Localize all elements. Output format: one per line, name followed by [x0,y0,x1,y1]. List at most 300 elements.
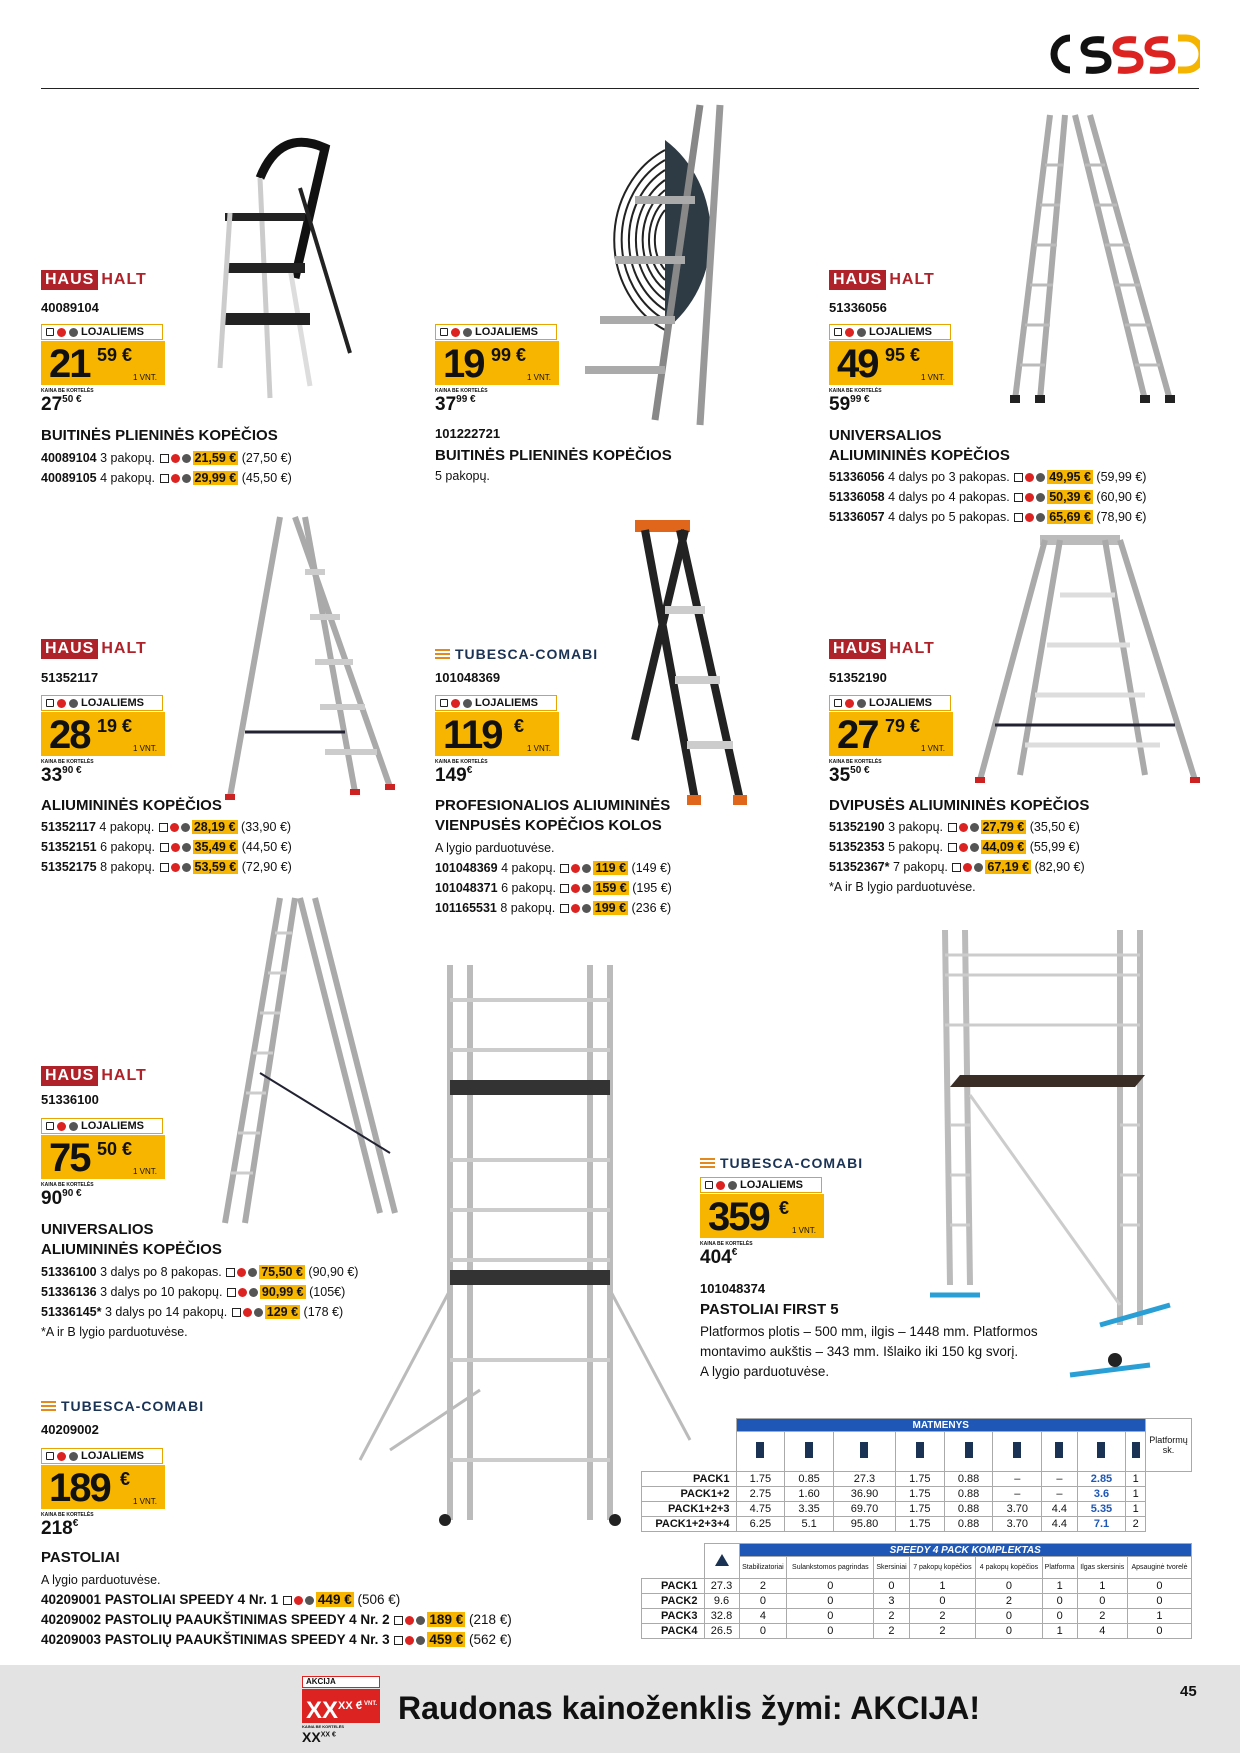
variant-old-price: (60,90 €) [1096,490,1147,504]
variant-price: 49,95 € [1049,470,1091,484]
dimensions-table-title: MATMENYS [736,1419,1146,1432]
brand-box-text: HAUS [41,270,98,290]
p-icon [463,328,472,337]
old-price [435,388,488,416]
variant-desc: 3 dalys po 8 pakopas. [100,1265,222,1279]
pack-column-header: Ilgas skersinis [1077,1557,1127,1579]
tubesca-stripes-icon [435,649,450,660]
loyalty-strip [435,695,557,711]
loyalty-strip [829,695,951,711]
variant-old-price: (195 €) [632,881,672,895]
no-icon [845,328,854,337]
table-row [642,1594,1192,1609]
price-box [41,341,165,385]
haushalt-brand-logo [41,639,147,659]
table-cell: – [993,1472,1042,1487]
product-sku: 51336100 [41,1092,99,1107]
pack-weight: 9.6 [704,1594,739,1609]
product-sku: 51336056 [829,300,887,315]
table-cell: 7.1 [1077,1517,1126,1532]
table-cell: 27.3 [833,1472,895,1487]
variant-old-price: (78,90 €) [1096,510,1147,524]
variant-code: 51352367* [829,860,890,874]
variant-desc: 4 pakopų. [501,861,556,875]
card-icon [952,863,961,872]
price-box [700,1194,824,1238]
product-note: A lygio parduotuvėse. [435,841,555,855]
table-row [642,1502,1192,1517]
variant-old-price: (82,90 €) [1034,860,1085,874]
pack-name: PACK4 [642,1624,705,1639]
card-icon [226,1268,235,1277]
card-icon [394,1616,403,1625]
aluminium-ladder-image [205,512,395,802]
p-icon [582,884,591,893]
table-cell: 1 [1127,1609,1191,1624]
multi-ladder-image [1005,105,1185,405]
variant-line [41,817,291,837]
price-box [41,712,165,756]
price-tag [700,1177,824,1243]
no-icon [571,904,580,913]
price-unit: 1 VNT. [132,744,157,753]
table-cell: 0 [1127,1579,1191,1594]
table-cell: 1 [909,1579,976,1594]
p-icon [182,863,191,872]
pack-weight: 26.5 [704,1624,739,1639]
variant-old-price: (105€) [309,1285,346,1299]
variant-line [41,1282,345,1302]
old-price [829,388,882,416]
tubesca-stripes-icon [700,1158,715,1169]
table-cell: 0.88 [944,1517,993,1532]
variant-price: 21,59 € [194,451,237,465]
variant-code: 51336058 [829,490,885,504]
pack-name: PACK1 [642,1472,737,1487]
card-icon [394,1636,403,1645]
variant-line [829,857,1085,877]
old-price [41,759,94,787]
p-icon [254,1308,263,1317]
table-cell: 1 [1077,1579,1127,1594]
p-icon [463,699,472,708]
variant-code: 51352175 [41,860,97,874]
loyalty-label: LOJALIEMS [869,326,932,338]
card-icon [227,1288,236,1297]
p-icon [970,823,979,832]
product-title: UNIVERSALIOS [41,1221,154,1238]
no-icon [57,699,66,708]
scaffold-dimension-icon [916,1442,924,1458]
no-icon [171,454,180,463]
table-cell: 3.70 [993,1517,1042,1532]
variant-line [41,468,292,488]
loyalty-label: LOJALIEMS [81,697,144,709]
promo-old-label: KAINA BE KORTELĖS [302,1724,345,1729]
variant-code: 51336056 [829,470,885,484]
p-icon [857,328,866,337]
variant-code: 51352353 [829,840,885,854]
no-icon [716,1181,725,1190]
table-cell: 4 [1077,1624,1127,1639]
no-icon [959,823,968,832]
price-tag [41,1118,165,1184]
old-price-label: KAINA BE KORTELĖS [41,759,94,765]
table-cell: 0.88 [944,1472,993,1487]
price-cents: 99 € [491,345,527,365]
p-icon [416,1636,425,1645]
step-ladder-black-image [210,128,360,400]
card-icon [1014,493,1023,502]
price-main: 19 [443,342,484,386]
scaffold-dimension-icon [756,1442,764,1458]
variant-old-price: (55,99 €) [1029,840,1080,854]
table-cell: 1.75 [895,1472,944,1487]
card-icon [705,1181,713,1189]
variant-desc: 3 pakopų. [100,451,156,465]
no-icon [237,1268,246,1277]
scaffold-dimension-icon [805,1442,813,1458]
table-cell: 3.6 [1077,1487,1126,1502]
table-cell: 4.75 [736,1502,785,1517]
variant-price: 199 € [594,901,627,915]
variant-code: 101048369 [435,861,498,875]
price-main: 27 [837,713,878,757]
variant-desc: 6 pakopų. [100,840,156,854]
card-icon [440,328,448,336]
p-icon [69,1122,78,1131]
no-icon [405,1636,414,1645]
brand-box-text: HAUS [41,639,98,659]
product-title: PASTOLIAI FIRST 5 [700,1301,839,1318]
variant-desc: 3 dalys po 10 pakopų. [100,1285,223,1299]
old-price-cents: € [466,765,473,776]
card-icon [160,454,169,463]
variant-price: 75,50 € [261,1265,303,1279]
loyalty-label: LOJALIEMS [475,697,538,709]
table-cell: 4.4 [1042,1502,1077,1517]
haushalt-brand-logo [829,639,935,659]
footnote: *A ir B lygio parduotuvėse. [41,1325,188,1339]
pack-name: PACK1+2 [642,1487,737,1502]
haushalt-brand-logo [829,270,935,290]
dimension-icon-cell [993,1432,1042,1472]
haushalt-brand-logo [41,1066,147,1086]
price-tag [829,324,953,390]
dimension-icon-cell [785,1432,834,1472]
product-sku: 101048369 [435,670,501,685]
table-cell: 0 [739,1594,787,1609]
price-tag [41,695,165,761]
p-icon [582,864,591,873]
table-cell: 3.70 [993,1502,1042,1517]
product-title: VIENPUSĖS KOPĖČIOS KOLOS [435,817,662,834]
loyalty-label: LOJALIEMS [81,1450,144,1462]
loyalty-label: LOJALIEMS [869,697,932,709]
table-cell: 3 [874,1594,909,1609]
brand-text: HALT [101,271,147,288]
price-cents: € [514,716,525,736]
table-cell: 1 [1126,1472,1146,1487]
no-icon [1025,473,1034,482]
price-cents: 50 € [97,1139,133,1159]
sample-promo-tag [302,1676,380,1744]
price-main: 119 [443,713,502,757]
double-sided-ladder-image [975,535,1200,785]
tubesca-brand-logo [700,1155,863,1171]
table-cell: 1.60 [785,1487,834,1502]
variant-line [41,1262,358,1282]
product-note: A lygio parduotuvėse. [41,1573,161,1587]
scaffold-dimension-icon [1097,1442,1105,1458]
p-icon [974,863,983,872]
card-icon [560,864,569,873]
p-icon [857,699,866,708]
brand-text: HALT [101,640,147,657]
no-icon [57,1122,66,1131]
variant-price: 27,79 € [982,820,1025,834]
tubesca-brand-logo [41,1398,204,1414]
table-cell: 1 [1042,1624,1077,1639]
product-sku: 40089104 [41,300,99,315]
price-cents: 59 € [97,345,133,365]
table-cell: 0 [976,1579,1043,1594]
variant-desc: 4 dalys po 3 pakopas. [888,470,1010,484]
promo-price: $XX^{XX €}$ 1 VNT. [302,1689,380,1723]
pack-name: PACK2 [642,1594,705,1609]
table-cell: 0 [1042,1609,1077,1624]
variant-price: 129 € [266,1305,299,1319]
price-tag [435,695,559,761]
price-unit: 1 VNT. [526,373,551,382]
variant-code: 51336100 [41,1265,97,1279]
variant-desc: 4 dalys po 5 pakopas. [888,510,1010,524]
variant-desc: PASTOLIAI SPEEDY 4 Nr. 1 [104,1592,279,1607]
old-price-main: 404 [700,1247,732,1268]
variant-old-price: (33,90 €) [241,820,292,834]
card-icon [160,863,169,872]
pack-column-header: Skersiniai [874,1557,909,1579]
pack-column-header: Platforma [1042,1557,1077,1579]
old-price [41,1182,94,1210]
variant-line [41,448,292,468]
variant-code: 101165531 [435,901,497,915]
dimensions-table [641,1418,1192,1532]
variant-code: 40209001 [41,1592,102,1607]
table-cell: 2 [909,1609,976,1624]
old-price-main: 37 [435,394,457,415]
old-price-label: KAINA BE KORTELĖS [829,759,882,765]
loyalty-strip [41,1118,163,1134]
price-box [829,712,953,756]
old-price-label: KAINA BE KORTELĖS [829,388,882,394]
table-cell: 2 [739,1579,787,1594]
card-icon [46,1122,54,1130]
brand-box-text: HAUS [829,639,886,659]
table-cell: – [1042,1487,1077,1502]
p-icon [69,1452,78,1461]
dimension-icon-cell [1042,1432,1077,1472]
variant-code: 51336145* [41,1305,102,1319]
table-cell: 0 [874,1579,909,1594]
variant-price: 35,49 € [194,840,237,854]
variant-line [41,837,292,857]
old-price-label: KAINA BE KORTELĖS [41,388,94,394]
pack-column-header: Stabilizatoriai [739,1557,787,1579]
price-tag [41,1448,165,1514]
variant-price: 189 € [429,1612,464,1627]
card-icon [46,328,54,336]
no-icon [845,699,854,708]
card-icon [160,843,169,852]
variant-old-price: (45,50 €) [241,471,292,485]
p-icon [69,328,78,337]
variant-code: 40209003 [41,1632,102,1647]
variant-line [41,1302,343,1322]
product-title: PROFESIONALIOS ALIUMININĖS [435,797,671,814]
table-row [642,1472,1192,1487]
variant-line [829,487,1146,507]
table-cell: 5.1 [785,1517,834,1532]
loyalty-label: LOJALIEMS [81,326,144,338]
p-icon [582,904,591,913]
variant-price: 50,39 € [1049,490,1091,504]
p-icon [1036,513,1045,522]
old-price-main: 149 [435,765,467,786]
variant-line [829,507,1146,527]
old-price-label: KAINA BE KORTELĖS [435,759,488,765]
variant-old-price: (72,90 €) [241,860,292,874]
variant-old-price: (27,50 €) [241,451,292,465]
pack-name: PACK1+2+3+4 [642,1517,737,1532]
brand-text: TUBESCA-COMABI [455,646,599,662]
variant-code: 40089105 [41,471,97,485]
kolos-ladder-image [625,520,765,810]
variant-line [829,817,1080,837]
table-cell: 0 [909,1594,976,1609]
scaffold-dimension-icon [1055,1442,1063,1458]
scaffold-dimension-icon [965,1442,973,1458]
variant-desc: 5 pakopų. [888,840,944,854]
no-icon [171,863,180,872]
old-price [41,388,94,416]
no-icon [1025,493,1034,502]
table-cell: 0 [976,1624,1043,1639]
platform-count-header: Platformų sk. [1146,1419,1192,1472]
old-price-cents: € [731,1247,738,1258]
dimension-icon-cell [833,1432,895,1472]
card-icon [283,1596,292,1605]
old-price-main: 218 [41,1518,73,1539]
price-tag [435,324,559,390]
variant-line [435,878,672,898]
variant-old-price: (178 €) [303,1305,344,1319]
old-price-main: 27 [41,394,63,415]
brand-text: HALT [101,1067,147,1084]
price-unit: 1 VNT. [132,1167,157,1176]
variant-desc: PASTOLIŲ PAAUKŠTINIMAS SPEEDY 4 Nr. 2 [104,1612,390,1627]
price-main: 359 [708,1195,769,1239]
card-icon [160,474,169,483]
price-unit: 1 VNT. [526,744,551,753]
pack-name: PACK1 [642,1579,705,1594]
variant-line [829,837,1080,857]
card-icon [159,823,168,832]
price-box [829,341,953,385]
old-price-main: 59 [829,394,851,415]
promo-label: AKCIJA [302,1676,380,1688]
price-cents: € [779,1198,790,1218]
pack-weight: 32.8 [704,1609,739,1624]
loyalty-strip [41,695,163,711]
price-tag [829,695,953,761]
brand-text: HALT [889,271,935,288]
price-unit: 1 VNT. [132,373,157,382]
product-sku: 51352117 [41,670,99,685]
price-main: 21 [49,342,90,386]
table-cell: 6.25 [736,1517,785,1532]
variant-desc: 8 pakopų. [100,860,156,874]
brand-text: TUBESCA-COMABI [720,1155,864,1171]
pack-name: PACK3 [642,1609,705,1624]
product-description: Platformos plotis – 500 mm, ilgis – 1448 mm. Platformos [700,1324,1038,1339]
price-main: 28 [49,713,90,757]
loyalty-label: LOJALIEMS [740,1179,803,1191]
table-row [642,1579,1192,1594]
product-title: ALIUMININĖS KOPĖČIOS [41,797,222,814]
variant-desc: 4 pakopų. [100,471,156,485]
no-icon [171,843,180,852]
product-sku: 101048374 [700,1281,766,1296]
brand-text: HALT [889,640,935,657]
pack-column-header: 4 pakopų kopėčios [976,1557,1043,1579]
table-cell: 1 [1126,1502,1146,1517]
variant-line [41,1590,400,1610]
table-cell: 2 [874,1609,909,1624]
p-icon [416,1616,425,1625]
old-price-cents: 99 € [456,394,476,405]
p-icon [69,699,78,708]
card-icon [834,699,842,707]
no-icon [451,328,460,337]
table-cell: 4 [739,1609,787,1624]
product-title: DVIPUSĖS ALIUMININĖS KOPĖČIOS [829,797,1090,814]
brand-box-text: HAUS [41,1066,98,1086]
table-row [642,1487,1192,1502]
table-cell: 69.70 [833,1502,895,1517]
variant-code: 51336057 [829,510,885,524]
table-cell: – [993,1487,1042,1502]
p-icon [182,843,191,852]
table-cell: 0.88 [944,1502,993,1517]
loyalty-label: LOJALIEMS [475,326,538,338]
product-description: A lygio parduotuvėse. [700,1364,830,1379]
product-title: ALIUMININĖS KOPĖČIOS [829,447,1010,464]
pack-column-header: Sulankstomos pagrindas [787,1557,874,1579]
variant-code: 101048371 [435,881,498,895]
variant-code: 40089104 [41,451,97,465]
old-price-label: KAINA BE KORTELĖS [700,1241,753,1247]
table-cell: 0 [787,1579,874,1594]
variant-price: 65,69 € [1049,510,1091,524]
dimension-icon-cell [1077,1432,1126,1472]
card-icon [232,1308,241,1317]
card-icon [1014,513,1023,522]
table-cell: 0 [1127,1594,1191,1609]
price-cents: € [120,1469,131,1489]
old-price-cents: 50 € [850,765,870,776]
no-icon [451,699,460,708]
